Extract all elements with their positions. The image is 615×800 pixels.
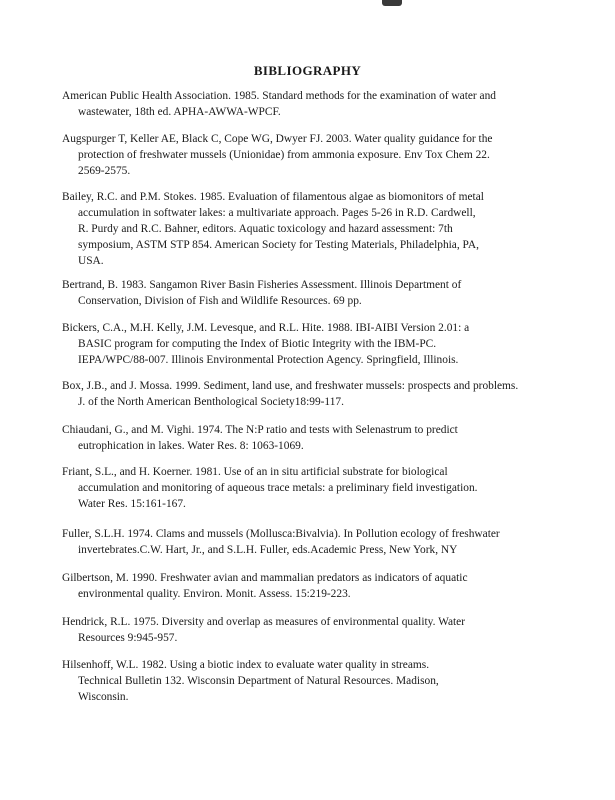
reference-line: Hilsenhoff, W.L. 1982. Using a biotic index to evaluate water quality in streams. <box>62 659 430 671</box>
reference-line: American Public Health Association. 1985. Standard methods for the examination of water and <box>62 90 497 102</box>
reference-line: Technical Bulletin 132. Wisconsin Department of Natural Resources. Madison, <box>78 675 439 687</box>
reference-entry <box>62 189 562 269</box>
reference-entry <box>62 464 562 512</box>
reference-line: environmental quality. Environ. Monit. Assess. 15:219-223. <box>78 588 351 600</box>
reference-line: invertebrates.C.W. Hart, Jr., and S.L.H. Fuller, eds.Academic Press, New York, NY <box>78 544 458 556</box>
reference-line: Conservation, Division of Fish and Wildlife Resources. 69 pp. <box>78 295 362 307</box>
reference-entry <box>62 422 562 454</box>
reference-line: Gilbertson, M. 1990. Freshwater avian and mammalian predators as indicators of aquatic <box>62 572 468 584</box>
page-title: BIBLIOGRAPHY <box>253 63 362 78</box>
reference-entry <box>62 570 562 602</box>
reference-line: R. Purdy and R.C. Bahner, editors. Aquatic toxicology and hazard assessment: 7th <box>78 223 453 235</box>
reference-line <box>62 104 562 120</box>
reference-line: Fuller, S.L.H. 1974. Clams and mussels (Mollusca:Bivalvia). In Pollution ecology of freshwater <box>62 528 500 540</box>
reference-line: Bailey, R.C. and P.M. Stokes. 1985. Evaluation of filamentous algae as biomonitors of metal <box>62 191 484 203</box>
reference-line: Friant, S.L., and H. Koerner. 1981. Use of an in situ artificial substrate for biological <box>62 466 448 478</box>
reference-line: Resources 9:945-957. <box>78 632 178 644</box>
reference-line: Water Res. 15:161-167. <box>78 498 186 510</box>
reference-line: accumulation in softwater lakes: a multivariate approach. Pages 5-26 in R.D. Cardwell, <box>78 207 476 219</box>
reference-text: wastewater, 18th ed. APHA-AWWA-WPCF. <box>78 106 281 118</box>
reference-line: Chiaudani, G., and M. Vighi. 1974. The N:P ratio and tests with Selenastrum to predict <box>62 424 458 436</box>
reference-line: J. of the North American Benthological Society18:99-117. <box>78 396 344 408</box>
reference-line: BASIC program for computing the Index of Biotic Integrity with the IBM-PC. <box>78 338 437 350</box>
reference-line: USA. <box>78 255 104 267</box>
reference-line: Augspurger T, Keller AE, Black C, Cope WG, Dwyer FJ. 2003. Water quality guidance for the <box>62 133 493 145</box>
reference-entry <box>62 320 562 368</box>
reference-entry <box>62 378 562 410</box>
reference-line: eutrophication in lakes. Water Res. 8: 1063-1069. <box>78 440 304 452</box>
reference-entry <box>62 277 562 309</box>
reference-line: Bertrand, B. 1983. Sangamon River Basin Fisheries Assessment. Illinois Department of <box>62 279 462 291</box>
reference-line: Box, J.B., and J. Mossa. 1999. Sediment, land use, and freshwater mussels: prospects and problems. <box>62 380 519 392</box>
reference-line: 2569-2575. <box>78 165 131 177</box>
reference-line: Wisconsin. <box>78 691 129 703</box>
reference-entry <box>62 614 562 646</box>
reference-line: protection of freshwater mussels (Unionidae) from ammonia exposure. Env Tox Chem 22. <box>78 149 490 161</box>
reference-line: Bickers, C.A., M.H. Kelly, J.M. Levesque, and R.L. Hite. 1988. IBI-AIBI Version 2.01: a <box>62 322 470 334</box>
reference-line: accumulation and monitoring of aqueous trace metals: a preliminary field investigation. <box>78 482 478 494</box>
reference-entry <box>62 88 562 120</box>
reference-entry <box>62 131 562 179</box>
reference-line: IEPA/WPC/88-007. Illinois Environmental Protection Agency. Springfield, Illinois. <box>78 354 459 366</box>
reference-entry <box>62 657 562 705</box>
reference-entry <box>62 526 562 558</box>
reference-line: symposium, ASTM STP 854. American Society for Testing Materials, Philadelphia, PA, <box>78 239 479 251</box>
reference-line: Hendrick, R.L. 1975. Diversity and overlap as measures of environmental quality. Water <box>62 616 466 628</box>
